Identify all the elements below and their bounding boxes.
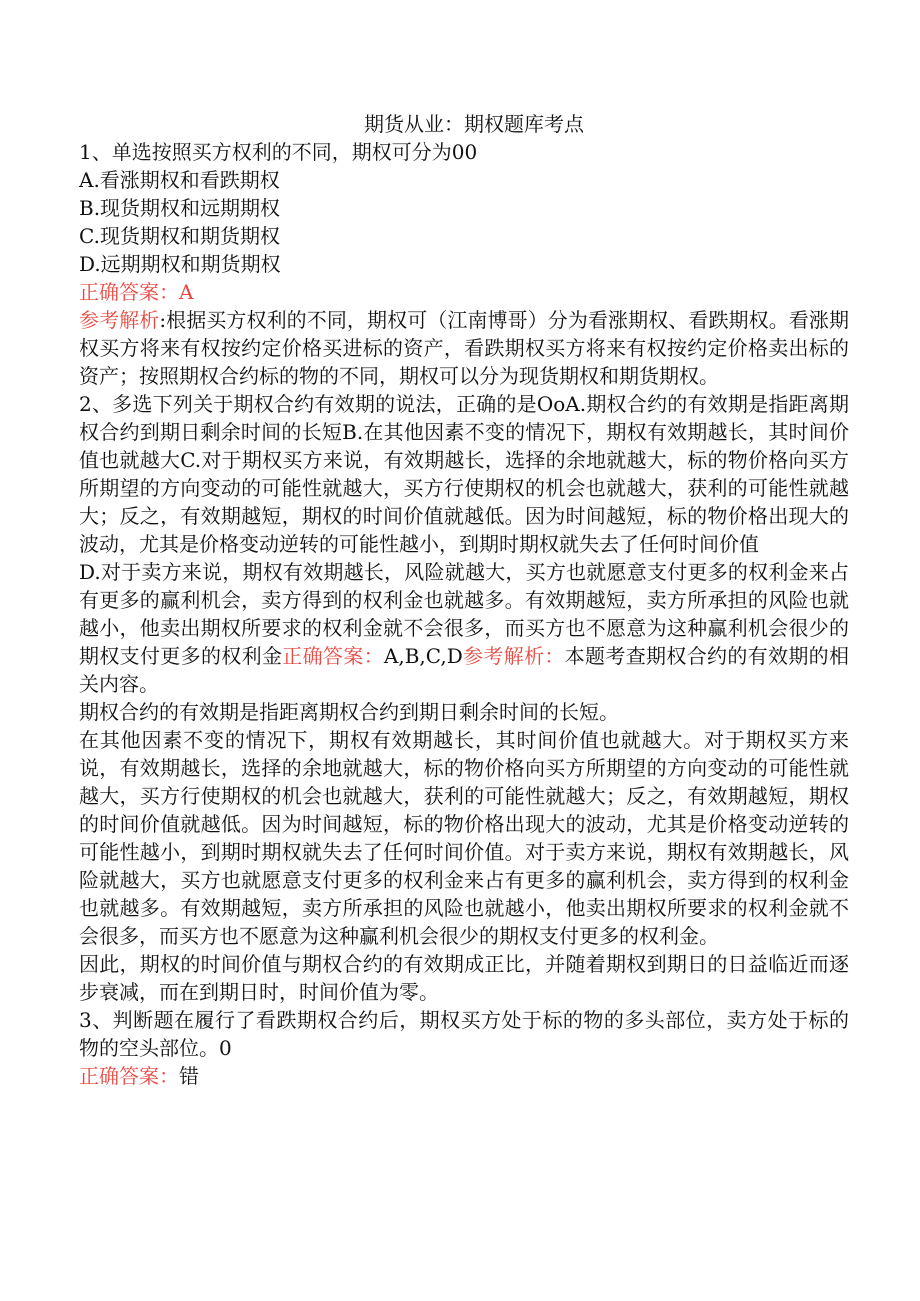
analysis-paragraph: 因此，期权的时间价值与期权合约的有效期成正比，并随着期权到期日的日益临近而逐步衰减，而在到期日时，时间价值为零。: [79, 952, 849, 1004]
answer-value: A: [179, 280, 194, 304]
option-c: C.现货期权和期货期权: [79, 224, 280, 248]
answer-label: 正确答案：: [79, 280, 179, 304]
page-title: 期货从业：期权题库考点: [364, 112, 584, 136]
question-stem: 1、单选按照买方权利的不同，期权可分为00: [79, 140, 478, 164]
analysis-text: :根据买方权利的不同，期权可（江南博哥）分为看涨期权、看跌期权。看涨期权买方将来有权按约定价格买进标的资产，看跌期权买方将来有权按约定价格卖出标的资产；按照期权合约标的物的不同，期权可以分为现货期权和期货期权。: [79, 308, 849, 388]
analysis-label: 参考解析: [79, 308, 160, 332]
question-1: [79, 138, 849, 390]
question-stem: 3、判断题在履行了看跌期权合约后，期权买方处于标的物的多头部位，卖方处于标的物的空头部位。0: [79, 1008, 849, 1060]
answer-line: [79, 278, 849, 306]
option-b: B.现货期权和远期期权: [79, 196, 281, 220]
analysis-label: 参考解析：: [462, 644, 565, 668]
answer-value: 错: [179, 1064, 199, 1088]
question-stem: 2、多选下列关于期权合约有效期的说法，正确的是OoA.期权合约的有效期是指距离期权合约到期日剩余时间的长短B.在其他因素不变的情况下，期权有效期越长，其时间价值也就越大C.对于期权买方来说，有效期越长，选择的余地就越大，标的物价格向买方所期望的方向变动的可能性就越大，买方行使期权的机会也就越大，获利的可能性就越大；反之，有效期越短，期权的时间价值就越低。因为时间越短，标的物价格出现大的波动，尤其是价格变动逆转的可能性越小，到期时期权就失去了任何时间价值: [79, 392, 849, 556]
option-d-answer-line: [79, 558, 849, 698]
option-d: D.对于卖方来说，期权有效期越长，风险就越大，买方也就愿意支付更多的权利金来占有更多的赢利机会，卖方得到的权利金也就越多。有效期越短，卖方所承担的风险也就越小，他卖出期权所要求的权利金就不会很多，而买方也不愿意为这种赢利机会很少的期权支付更多的权利金: [79, 560, 849, 668]
analysis-paragraph: 期权合约的有效期是指距离期权合约到期日剩余时间的长短。: [79, 700, 619, 724]
analysis-text: 本题考查期权合约的有效期的相关内容。: [79, 644, 849, 696]
question-2: [79, 390, 849, 1006]
analysis: [79, 306, 849, 390]
option-a: A.看涨期权和看跌期权: [79, 168, 280, 192]
question-3: [79, 1006, 849, 1090]
answer-label: 正确答案：: [282, 644, 384, 668]
answer-label: 正确答案：: [79, 1064, 179, 1088]
analysis-paragraph: 在其他因素不变的情况下，期权有效期越长，其时间价值也就越大。对于期权买方来说，有效期越长，选择的余地就越大，标的物价格向买方所期望的方向变动的可能性就越大，买方行使期权的机会也就越大，获利的可能性就越大；反之，有效期越短，期权的时间价值就越低。因为时间越短，标的物价格出现大的波动，尤其是价格变动逆转的可能性越小，到期时期权就失去了任何时间价值。对于卖方来说，期权有效期越长，风险就越大，买方也就愿意支付更多的权利金来占有更多的赢利机会，卖方得到的权利金也就越多。有效期越短，卖方所承担的风险也就越小，他卖出期权所要求的权利金就不会很多，而买方也不愿意为这种赢利机会很少的期权支付更多的权利金。: [79, 728, 849, 948]
answer-line: [79, 1062, 849, 1090]
answer-value: A,B,C,D: [383, 644, 463, 668]
document-page: [79, 110, 849, 1090]
option-d: D.远期期权和期货期权: [79, 252, 281, 276]
